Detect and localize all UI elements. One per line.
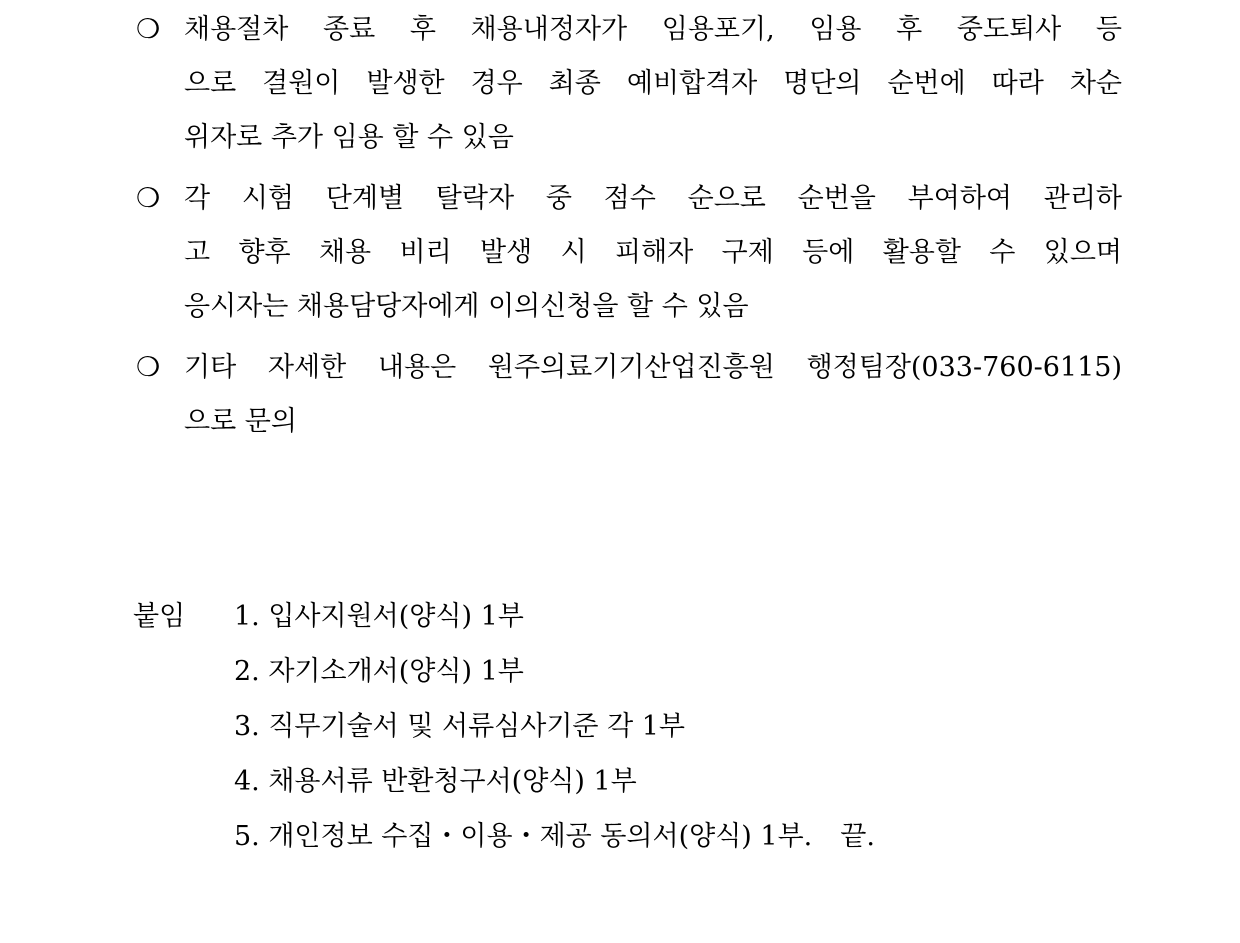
bullet-item-contact-inquiry — [136, 341, 1122, 449]
attachment-item: 1. 입사지원서(양식) 1부 — [234, 601, 524, 632]
bullet-line: 으로 문의 — [184, 406, 297, 437]
bullet-line: 고 향후 채용 비리 발생 시 피해자 구제 등에 활용할 수 있으며 — [184, 237, 1122, 268]
bullet-item-ranking-management — [136, 172, 1122, 334]
bullet-line: 채용절차 종료 후 채용내정자가 임용포기, 임용 후 중도퇴사 등 — [184, 14, 1122, 45]
attachment-item-text: 5. 개인정보 수집・이용・제공 동의서(양식) 1부. — [234, 821, 813, 852]
end-mark: 끝. — [840, 821, 875, 852]
attachments-label: 붙임 — [133, 601, 186, 632]
bullet-line: 응시자는 채용담당자에게 이의신청을 할 수 있음 — [184, 291, 749, 322]
bullet-circle-icon: ❍ — [136, 14, 161, 45]
bullet-line: 으로 결원이 발생한 경우 최종 예비합격자 명단의 순번에 따라 차순 — [184, 68, 1122, 99]
bullet-item-replacement-hiring — [136, 3, 1122, 165]
bullet-circle-icon: ❍ — [136, 183, 161, 214]
bullet-circle-icon: ❍ — [136, 352, 161, 383]
bullet-line: 각 시험 단계별 탈락자 중 점수 순으로 순번을 부여하여 관리하 — [184, 183, 1122, 214]
attachment-item: 2. 자기소개서(양식) 1부 — [234, 656, 524, 687]
attachment-item: 4. 채용서류 반환청구서(양식) 1부 — [234, 766, 637, 797]
attachment-item: 3. 직무기술서 및 서류심사기준 각 1부 — [234, 711, 685, 742]
bullet-line: 위자로 추가 임용 할 수 있음 — [184, 122, 514, 153]
bullet-line: 기타 자세한 내용은 원주의료기기산업진흥원 행정팀장(033-760-6115) — [184, 352, 1122, 383]
attachment-item-last — [234, 810, 875, 864]
